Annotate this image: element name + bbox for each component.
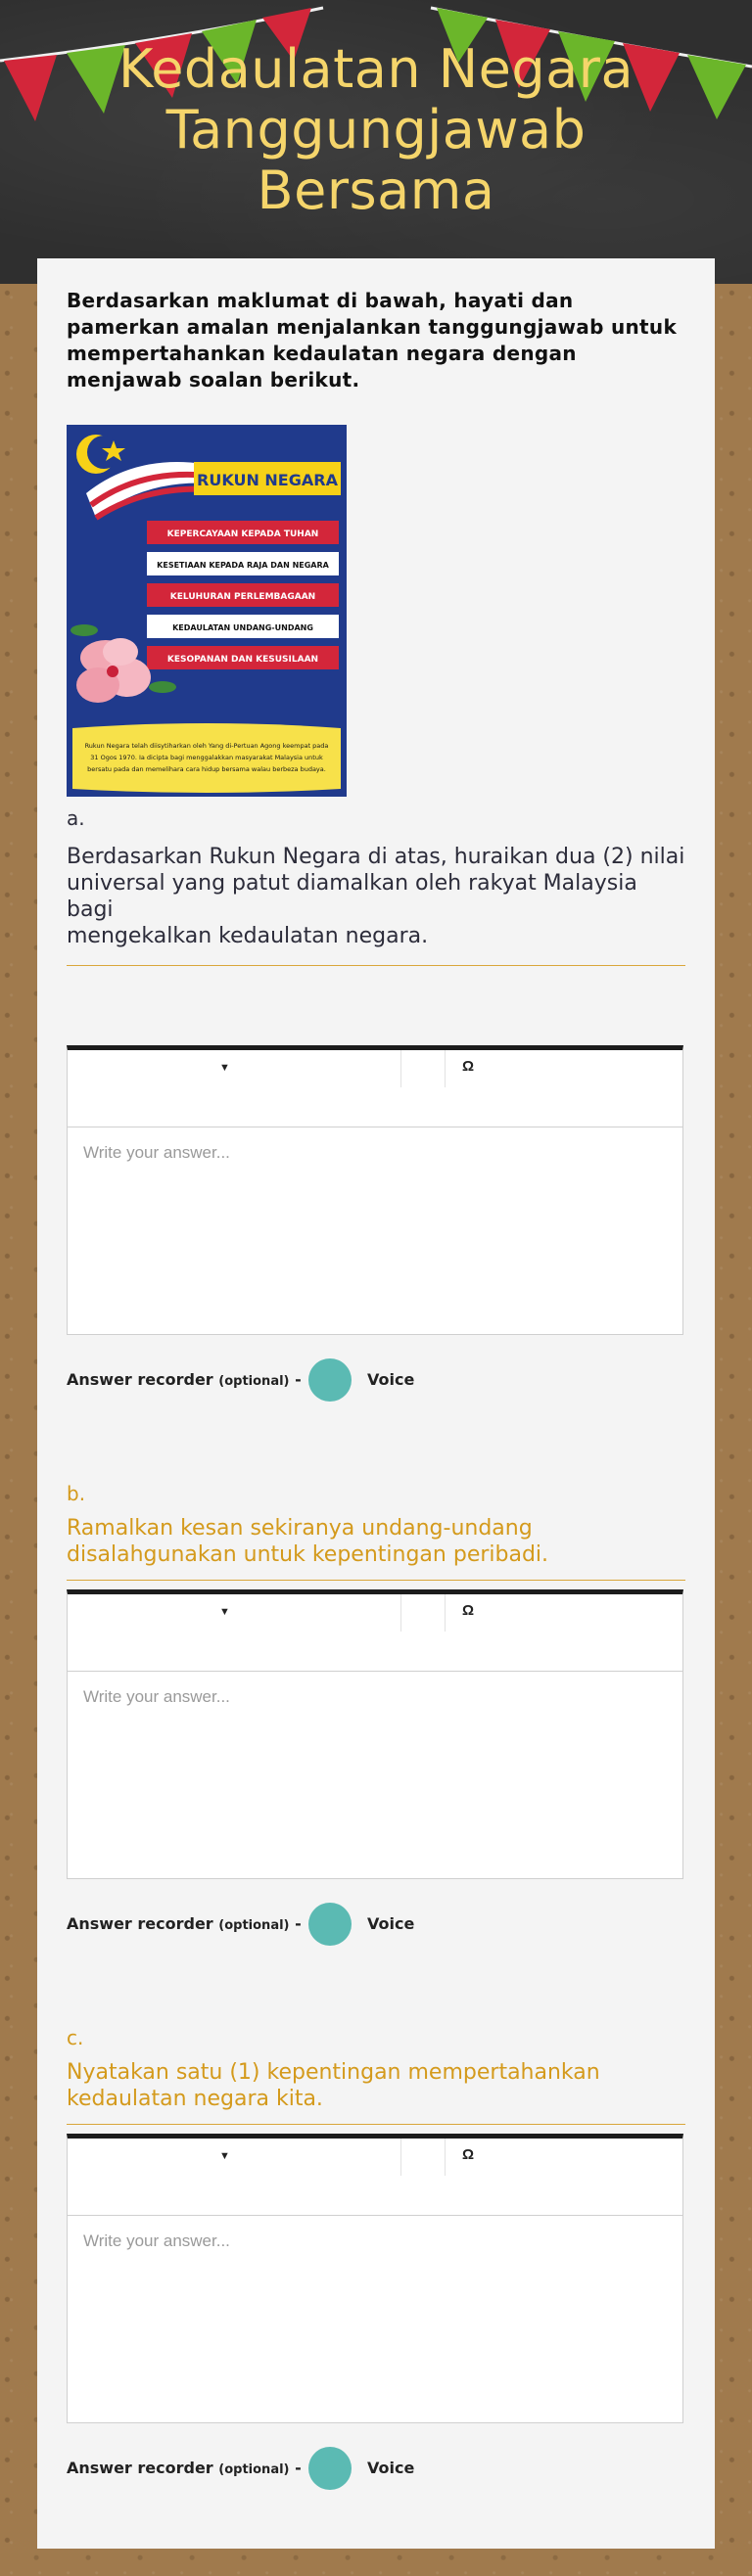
answer-a-input[interactable] bbox=[68, 1127, 682, 1333]
question-c-divider bbox=[67, 2124, 685, 2125]
question-b-text bbox=[67, 1515, 685, 1568]
voice-record-button[interactable] bbox=[308, 2447, 352, 2490]
poster-caption-3: bersatu pada dan memelihara cara hidup bersama walau berbeza budaya. bbox=[87, 765, 326, 773]
rukun-negara-poster bbox=[67, 425, 347, 797]
caret-down-icon[interactable]: ▼ bbox=[219, 2150, 230, 2162]
voice-label: Voice bbox=[367, 1370, 415, 1389]
answer-b-input[interactable] bbox=[68, 1672, 682, 1877]
question-b-letter: b. bbox=[67, 1482, 86, 1505]
instructions-text: Berdasarkan maklumat di bawah, hayati dan pamerkan amalan menjalankan tanggungjawab untuk mempertahankan kedaulatan negara dengan menjawab soalan berikut. bbox=[67, 289, 678, 391]
answer-c-toolbar bbox=[68, 2139, 682, 2216]
answer-b-toolbar bbox=[68, 1594, 682, 1672]
header-banner bbox=[0, 0, 752, 284]
question-b-line-2: disalahgunakan untuk kepentingan peribadi. bbox=[67, 1542, 549, 1567]
principle-3: KELUHURAN PERLEMBAGAAN bbox=[169, 592, 316, 602]
question-a-line-1: Berdasarkan Rukun Negara di atas, huraikan dua (2) nilai bbox=[67, 845, 685, 869]
title-line-2: Tanggungjawab bbox=[165, 99, 587, 161]
question-c-text bbox=[67, 2059, 685, 2112]
special-character-button[interactable]: Ω bbox=[462, 2146, 475, 2163]
question-b-line-1: Ramalkan kesan sekiranya undang-undang bbox=[67, 1516, 533, 1541]
recorder-label: Answer recorder (optional) - bbox=[67, 1914, 302, 1933]
worksheet-card bbox=[37, 258, 715, 2549]
question-a-divider bbox=[67, 965, 685, 966]
answer-c-editor bbox=[67, 2134, 683, 2423]
page-title bbox=[0, 39, 752, 221]
voice-record-button[interactable] bbox=[308, 1903, 352, 1946]
principle-1: KEPERCAYAAN KEPADA TUHAN bbox=[166, 529, 319, 539]
question-a-letter: a. bbox=[67, 806, 85, 830]
question-a-line-2: universal yang patut diamalkan oleh rakyat Malaysia bagi bbox=[67, 871, 637, 922]
question-a-text bbox=[67, 844, 685, 949]
answer-a-recorder bbox=[67, 1357, 415, 1403]
title-line-3: Bersama bbox=[257, 160, 495, 221]
poster-caption-1: Rukun Negara telah diisytiharkan oleh Yang di-Pertuan Agong keempat pada bbox=[84, 742, 329, 750]
special-character-button[interactable]: Ω bbox=[462, 1058, 475, 1075]
principle-4: KEDAULATAN UNDANG-UNDANG bbox=[172, 623, 313, 632]
special-character-button[interactable]: Ω bbox=[462, 1602, 475, 1619]
caret-down-icon[interactable]: ▼ bbox=[219, 1606, 230, 1618]
answer-b-editor bbox=[67, 1589, 683, 1879]
poster-caption-2: 31 Ogos 1970. Ia dicipta bagi menggalakkan masyarakat Malaysia untuk bbox=[90, 754, 323, 761]
question-c-line-2: kedaulatan negara kita. bbox=[67, 2087, 323, 2111]
answer-a-editor bbox=[67, 1045, 683, 1335]
caret-down-icon[interactable]: ▼ bbox=[219, 1062, 230, 1074]
answer-c-recorder bbox=[67, 2445, 415, 2492]
answer-a-toolbar bbox=[68, 1050, 682, 1127]
title-line-1: Kedaulatan Negara bbox=[118, 38, 634, 100]
recorder-label: Answer recorder (optional) - bbox=[67, 2459, 302, 2477]
poster-title: RUKUN NEGARA bbox=[197, 471, 338, 489]
question-c-letter: c. bbox=[67, 2026, 84, 2049]
principle-2: KESETIAAN KEPADA RAJA DAN NEGARA bbox=[157, 561, 329, 570]
question-c-line-1: Nyatakan satu (1) kepentingan mempertahankan bbox=[67, 2060, 600, 2085]
question-a-line-3: mengekalkan kedaulatan negara. bbox=[67, 924, 429, 948]
answer-b-recorder bbox=[67, 1901, 415, 1948]
voice-label: Voice bbox=[367, 1914, 415, 1933]
question-b-divider bbox=[67, 1580, 685, 1581]
principle-5: KESOPANAN DAN KESUSILAAN bbox=[166, 655, 319, 665]
voice-label: Voice bbox=[367, 2459, 415, 2477]
recorder-label: Answer recorder (optional) - bbox=[67, 1370, 302, 1389]
voice-record-button[interactable] bbox=[308, 1358, 352, 1402]
answer-c-input[interactable] bbox=[68, 2216, 682, 2421]
